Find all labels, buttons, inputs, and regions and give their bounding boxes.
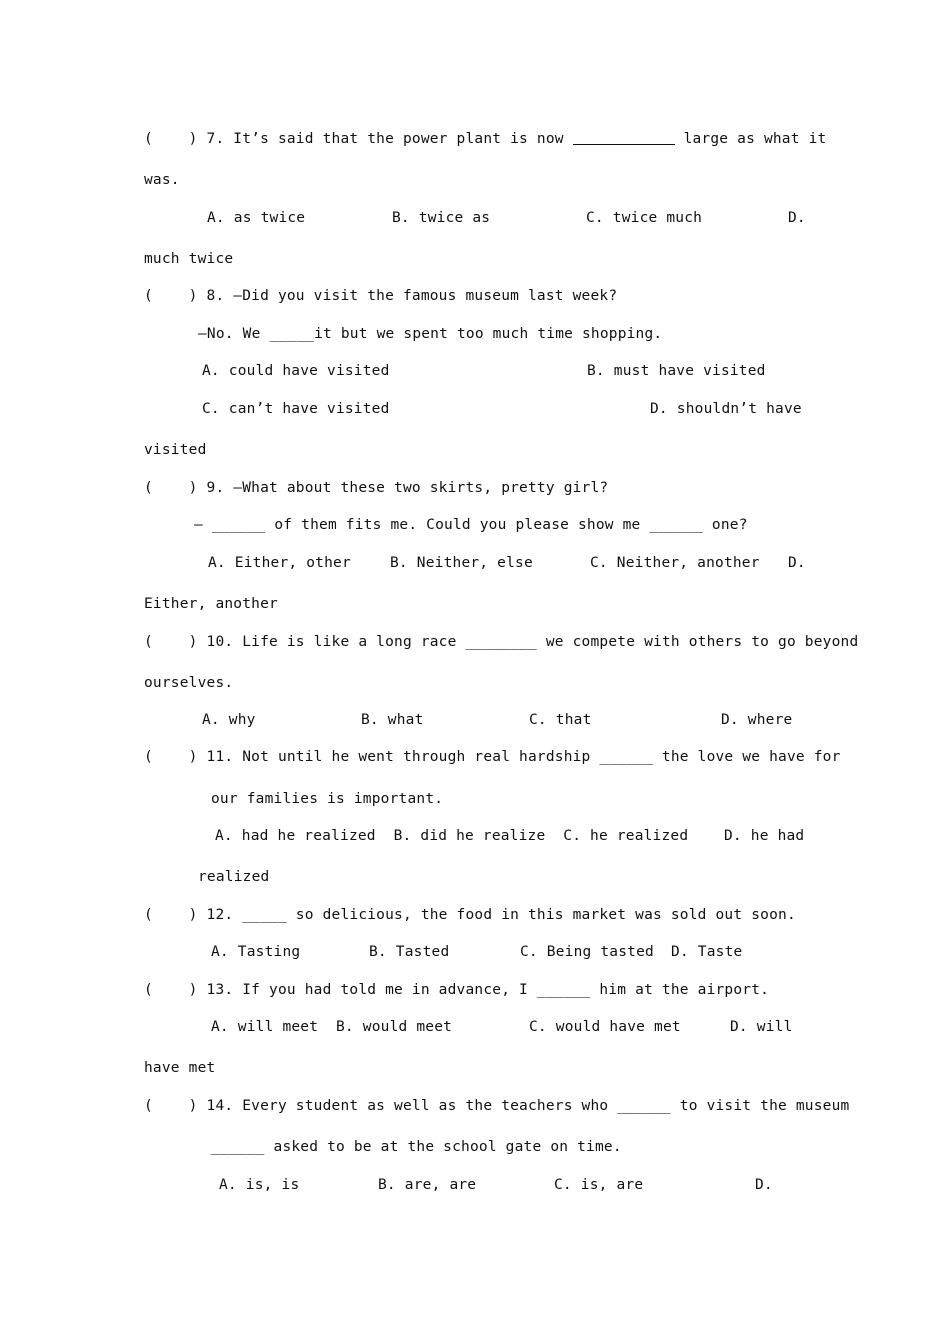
q9-option-a: A. Either, other	[208, 555, 351, 571]
q13-stem-line1: ( ) 13. If you had told me in advance, I ______ him at the airport.	[144, 982, 770, 998]
q12-option-d: D. Taste	[671, 944, 743, 960]
q14-option-b: B. are, are	[378, 1177, 477, 1193]
q9-option-d: D.	[788, 555, 806, 571]
q13-option-a: A. will meet	[211, 1019, 319, 1035]
q7-option-d: D.	[788, 210, 806, 226]
q11-options: A. had he realized B. did he realize C. he realized D. he had	[215, 828, 805, 844]
q13-option-d-cont: have met	[144, 1060, 216, 1076]
q8-option-d-cont: visited	[144, 442, 207, 458]
q12-stem-line1: ( ) 12. _____ so delicious, the food in this market was sold out soon.	[144, 907, 796, 923]
q10-stem-line1: ( ) 10. Life is like a long race ________ we compete with others to go beyond	[144, 634, 859, 650]
q9-option-c: C. Neither, another	[590, 555, 760, 571]
q12-option-c: C. Being tasted	[520, 944, 654, 960]
q13-option-c: C. would have met	[529, 1019, 681, 1035]
q8-stem-line1: ( ) 8. —Did you visit the famous museum last week?	[144, 288, 618, 304]
q10-stem-line2: ourselves.	[144, 675, 234, 691]
q7-option-b: B. twice as	[392, 210, 491, 226]
q8-option-a: A. could have visited	[202, 363, 390, 379]
q8-option-b: B. must have visited	[587, 363, 766, 379]
q7-option-a: A. as twice	[207, 210, 306, 226]
q13-option-b: B. would meet	[336, 1019, 453, 1035]
q11-stem-line1: ( ) 11. Not until he went through real hardship ______ the love we have for	[144, 749, 841, 765]
q8-option-c: C. can’t have visited	[202, 401, 390, 417]
q10-option-a: A. why	[202, 712, 256, 728]
q14-option-c: C. is, are	[554, 1177, 644, 1193]
q9-option-b: B. Neither, else	[390, 555, 533, 571]
q7-stem-text: ( ) 7. It’s said that the power plant is now	[144, 131, 573, 147]
q7-stem-line2: was.	[144, 172, 180, 188]
q10-option-c: C. that	[529, 712, 592, 728]
q7-option-c: C. twice much	[586, 210, 703, 226]
q10-option-b: B. what	[361, 712, 424, 728]
q14-option-a: A. is, is	[219, 1177, 300, 1193]
q13-option-d: D. will	[730, 1019, 793, 1035]
q11-options-cont: realized	[198, 869, 270, 885]
q9-stem-line2: — ______ of them fits me. Could you please show me ______ one?	[194, 517, 748, 533]
q9-stem-line1: ( ) 9. —What about these two skirts, pretty girl?	[144, 480, 609, 496]
q10-option-d: D. where	[721, 712, 793, 728]
q9-option-d-cont: Either, another	[144, 596, 278, 612]
q14-stem-line1: ( ) 14. Every student as well as the teachers who ______ to visit the museum	[144, 1098, 850, 1114]
q7-stem-text-tail: large as what it	[674, 131, 827, 147]
q8-stem-line2: —No. We _____it but we spent too much time shopping.	[198, 326, 663, 342]
q14-option-d: D.	[755, 1177, 773, 1193]
q14-stem-line2: ______ asked to be at the school gate on time.	[211, 1139, 622, 1155]
q7-option-d-cont: much twice	[144, 251, 234, 267]
q12-option-a: A. Tasting	[211, 944, 301, 960]
q8-option-d: D. shouldn’t have	[650, 401, 802, 417]
q11-stem-line2: our families is important.	[211, 791, 444, 807]
answer-blank	[573, 130, 675, 145]
q7-stem-line1	[144, 129, 826, 149]
q12-option-b: B. Tasted	[369, 944, 450, 960]
